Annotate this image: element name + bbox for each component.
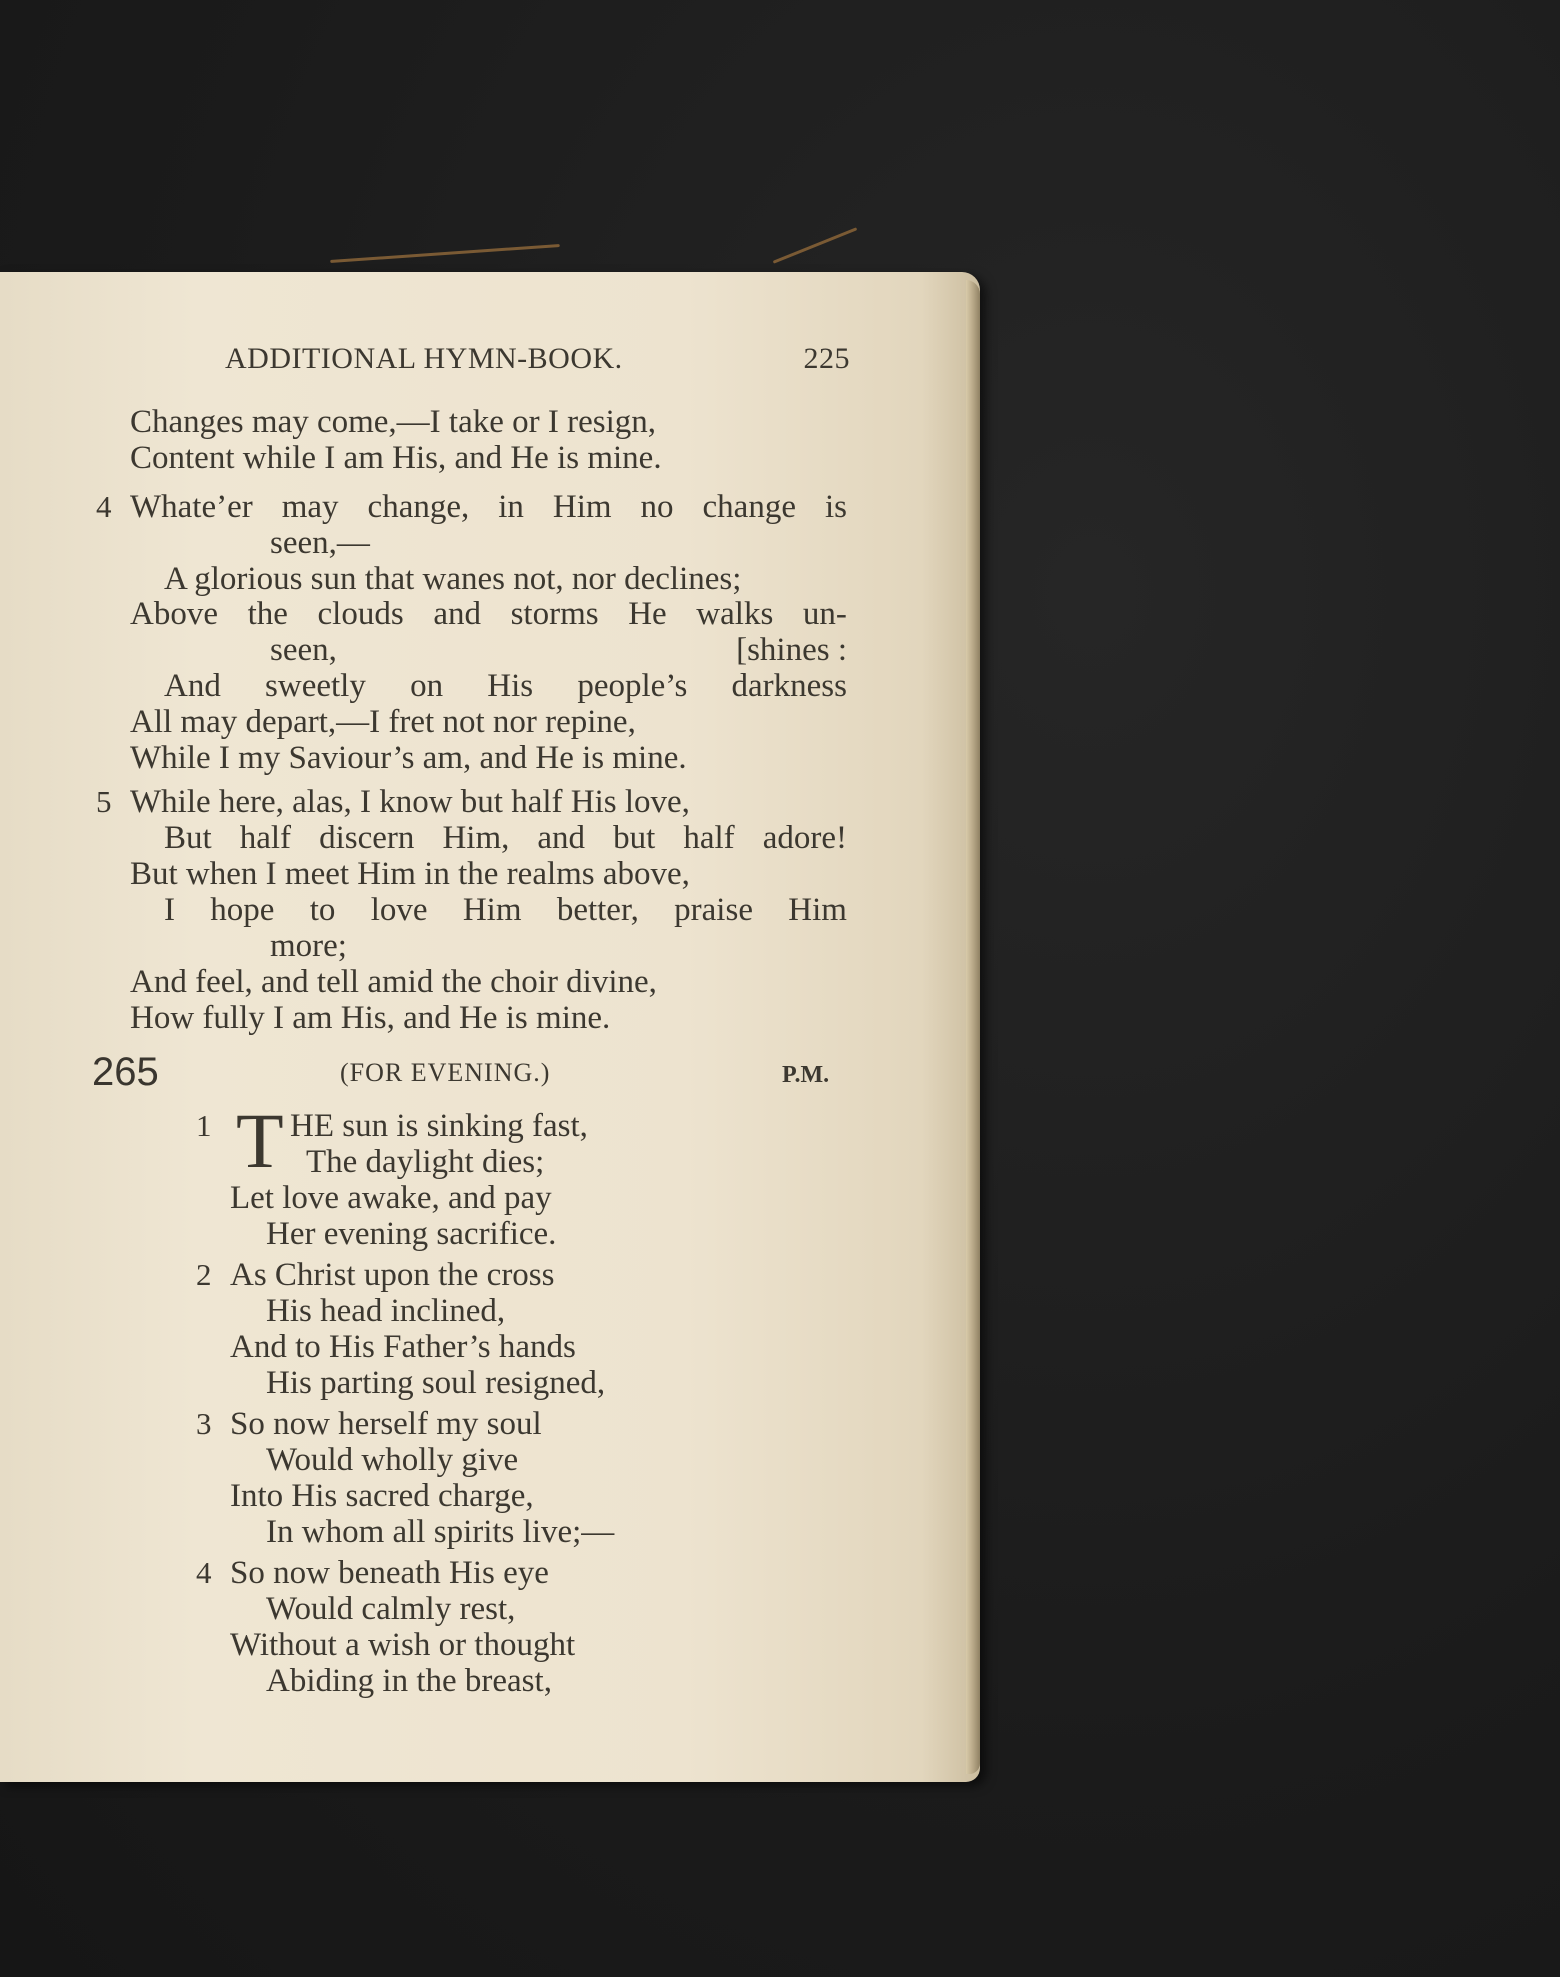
text-line: more; (270, 928, 347, 964)
word: praise (674, 892, 753, 928)
text-line: While here, alas, I know but half His love, (130, 784, 690, 820)
word: and (433, 596, 481, 632)
word: walks (696, 596, 774, 632)
text-line: His head inclined, (266, 1293, 506, 1329)
stanza-number: 5 (96, 784, 112, 819)
text-line: Abiding in the breast, (266, 1663, 552, 1699)
text-line (164, 892, 847, 928)
book-page (0, 272, 980, 1782)
word: adore! (762, 820, 847, 856)
text-line: How fully I am His, and He is mine. (130, 1000, 611, 1036)
word: people’s (577, 668, 688, 704)
word: I (164, 892, 175, 928)
drop-cap: T (236, 1097, 284, 1184)
word: sweetly (265, 668, 366, 704)
hymn-number: 265 (92, 1050, 159, 1094)
verse-number: 4 (196, 1555, 212, 1590)
text-line: Content while I am His, and He is mine. (130, 440, 662, 476)
text-line: seen,— (270, 525, 370, 561)
text-line: HE sun is sinking fast, (290, 1108, 588, 1144)
word: [shines : (736, 632, 847, 668)
word: clouds (317, 596, 404, 632)
text-line: While I my Saviour’s am, and He is mine. (130, 740, 687, 776)
word: hope (210, 892, 275, 928)
text-line: But when I meet Him in the realms above, (130, 856, 690, 892)
word: His (487, 668, 534, 704)
word: He (628, 596, 667, 632)
text-line (270, 632, 847, 668)
word: half (239, 820, 292, 856)
word: Whate’er (130, 489, 253, 525)
text-line: So now beneath His eye (230, 1555, 549, 1591)
word: half (683, 820, 735, 856)
text-line: Her evening sacrifice. (266, 1216, 557, 1252)
text-line (164, 668, 847, 704)
header-title: ADDITIONAL HYMN-BOOK. (225, 342, 623, 375)
page-number: 225 (803, 342, 850, 375)
word: in (498, 489, 524, 525)
word: better, (556, 892, 639, 928)
word: Him (552, 489, 612, 525)
word: to (309, 892, 336, 928)
text-line (130, 596, 847, 632)
word: love (370, 892, 428, 928)
text-line (130, 489, 847, 525)
word: And (164, 668, 221, 704)
text-line: A glorious sun that wanes not, nor declines; (164, 561, 742, 597)
verse-number: 2 (196, 1257, 212, 1292)
hymn-caption: (FOR EVENING.) (340, 1058, 551, 1087)
text-line: Would calmly rest, (266, 1591, 516, 1627)
text-line: So now herself my soul (230, 1406, 542, 1442)
word: Him (462, 892, 522, 928)
text-line: In whom all spirits live;— (266, 1514, 615, 1550)
word: may (281, 489, 339, 525)
text-line: The daylight dies; (306, 1144, 545, 1180)
word: on (410, 668, 444, 704)
running-header (225, 342, 850, 376)
word: Him (788, 892, 847, 928)
word: the (247, 596, 288, 632)
text-line: All may depart,—I fret not nor repine, (130, 704, 636, 740)
text-line: Would wholly give (266, 1442, 519, 1478)
text-line: Let love awake, and pay (230, 1180, 552, 1216)
word: un- (802, 596, 847, 632)
text-line: As Christ upon the cross (230, 1257, 555, 1293)
word: change (702, 489, 796, 525)
text-line (164, 820, 847, 856)
page-text (0, 272, 980, 1782)
word: no (640, 489, 674, 525)
stanza-number: 4 (96, 489, 112, 524)
text-line: Without a wish or thought (230, 1627, 576, 1663)
word: seen, (270, 632, 337, 668)
text-line: Changes may come,—I take or I resign, (130, 404, 657, 440)
text-line: And to His Father’s hands (230, 1329, 576, 1365)
word: Above (130, 596, 218, 632)
hymn-meter: P.M. (782, 1062, 830, 1088)
verse-number: 3 (196, 1406, 212, 1441)
word: Him, (442, 820, 510, 856)
text-line: His parting soul resigned, (266, 1365, 606, 1401)
word: darkness (731, 668, 847, 704)
text-line: And feel, and tell amid the choir divine, (130, 964, 657, 1000)
word: discern (319, 820, 415, 856)
word: and (537, 820, 586, 856)
verse-number: 1 (196, 1108, 212, 1143)
word: storms (510, 596, 599, 632)
word: but (613, 820, 656, 856)
word: is (824, 489, 847, 525)
text-line: Into His sacred charge, (230, 1478, 534, 1514)
word: change, (367, 489, 470, 525)
word: But (164, 820, 212, 856)
